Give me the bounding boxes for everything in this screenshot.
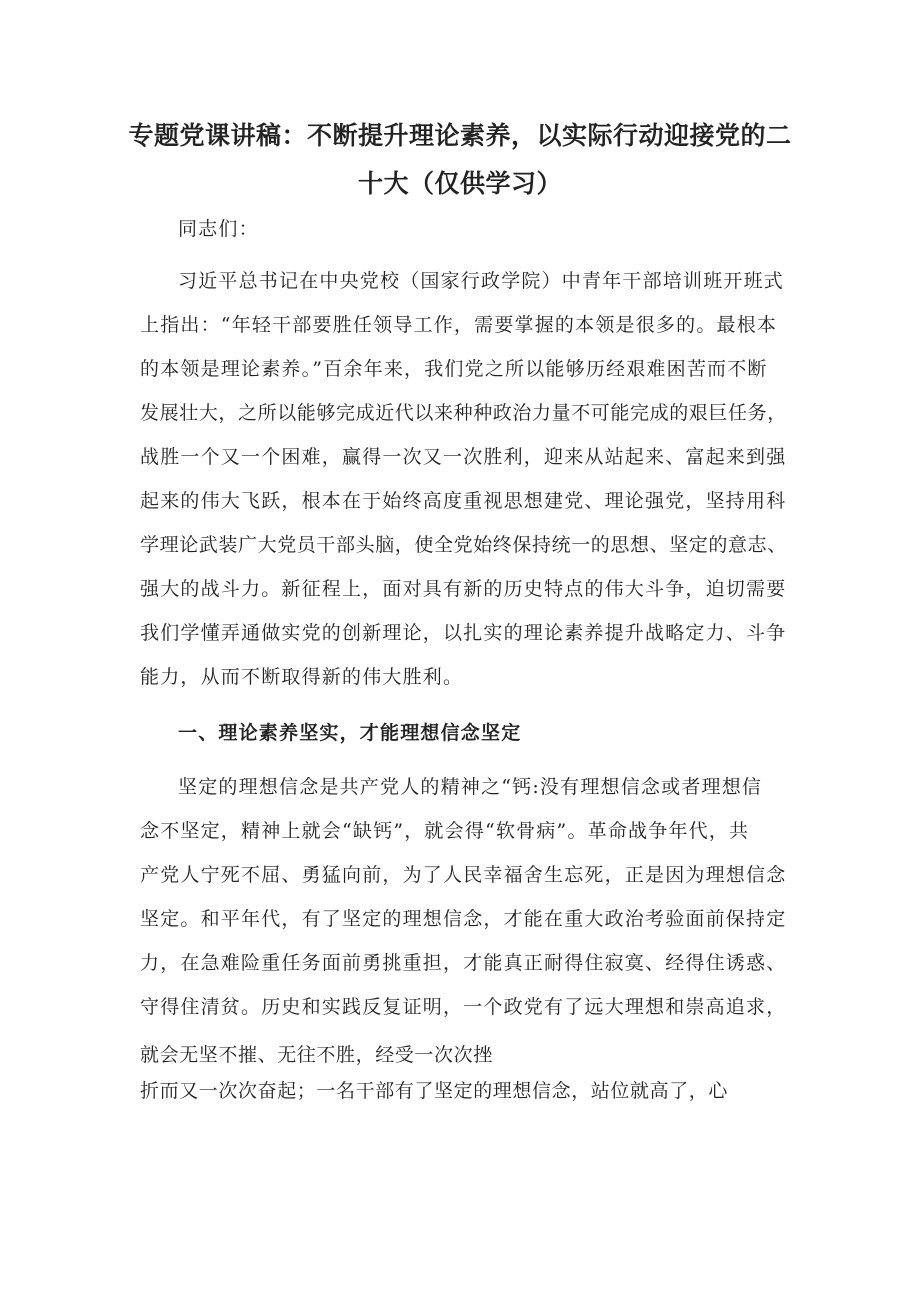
para2-line: 坚定的理想信念是共产党人的精神之“钙:没有理想信念或者理想信 (178, 776, 763, 798)
para2-line: 折而又一次次奋起；一名干部有了坚定的理想信念，站位就高了，心 (140, 1080, 729, 1102)
para2-line: 就会无坚不摧、无往不胜，经受一次次挫 (140, 1044, 493, 1066)
title-line-1: 专题党课讲稿：不断提升理论素养，以实际行动迎接党的二 (128, 121, 792, 150)
document-title (120, 112, 800, 208)
para2-line: 守得住清贫。历史和实践反复证明，一个政党有了远大理想和崇高追求， (140, 996, 787, 1018)
para1-line: 我们学懂弄通做实党的创新理论，以扎实的理论素养提升战略定力、斗争 (140, 622, 787, 644)
para2-line: 产党人宁死不屈、勇猛向前，为了人民幸福舍生忘死，正是因为理想信念 (140, 864, 787, 886)
para1-line: 习近平总书记在中央党校（国家行政学院）中青年干部培训班开班式 (178, 270, 785, 292)
para1-line: 起来的伟大飞跃，根本在于始终高度重视思想建党、理论强党，坚持用科 (140, 490, 787, 512)
title-line-2: 十大（仅供学习） (357, 169, 562, 198)
para1-line: 上指出：“年轻干部要胜任领导工作，需要掌握的本领是很多的。最根本 (140, 314, 778, 336)
para2-line: 力，在急难险重任务面前勇挑重担，才能真正耐得住寂寞、经得住诱惑、 (140, 952, 787, 974)
para2-line: 坚定。和平年代，有了坚定的理想信念，才能在重大政治考验面前保持定 (140, 908, 787, 930)
para1-line: 战胜一个又一个困难，赢得一次又一次胜利，迎来从站起来、富起来到强 (140, 446, 787, 468)
para1-line: 的本领是理论素养。”百余年来，我们党之所以能够历经艰难困苦而不断 (140, 358, 768, 380)
para1-line: 强大的战斗力。新征程上，面对具有新的历史特点的伟大斗争，迫切需要 (140, 578, 787, 600)
salutation: 同志们： (178, 218, 259, 240)
para1-line: 学理论武装广大党员干部头脑，使全党始终保持统一的思想、坚定的意志、 (140, 534, 787, 556)
section-heading-1: 一、理论素养坚实，才能理想信念坚定 (178, 722, 522, 744)
para2-line: 念不坚定，精神上就会“缺钙”，就会得“软骨病”。革命战争年代，共 (140, 820, 750, 842)
para1-line: 能力，从而不断取得新的伟大胜利。 (140, 666, 464, 688)
para1-line: 发展壮大，之所以能够完成近代以来种种政治力量不可能完成的艰巨任务， (140, 402, 787, 424)
